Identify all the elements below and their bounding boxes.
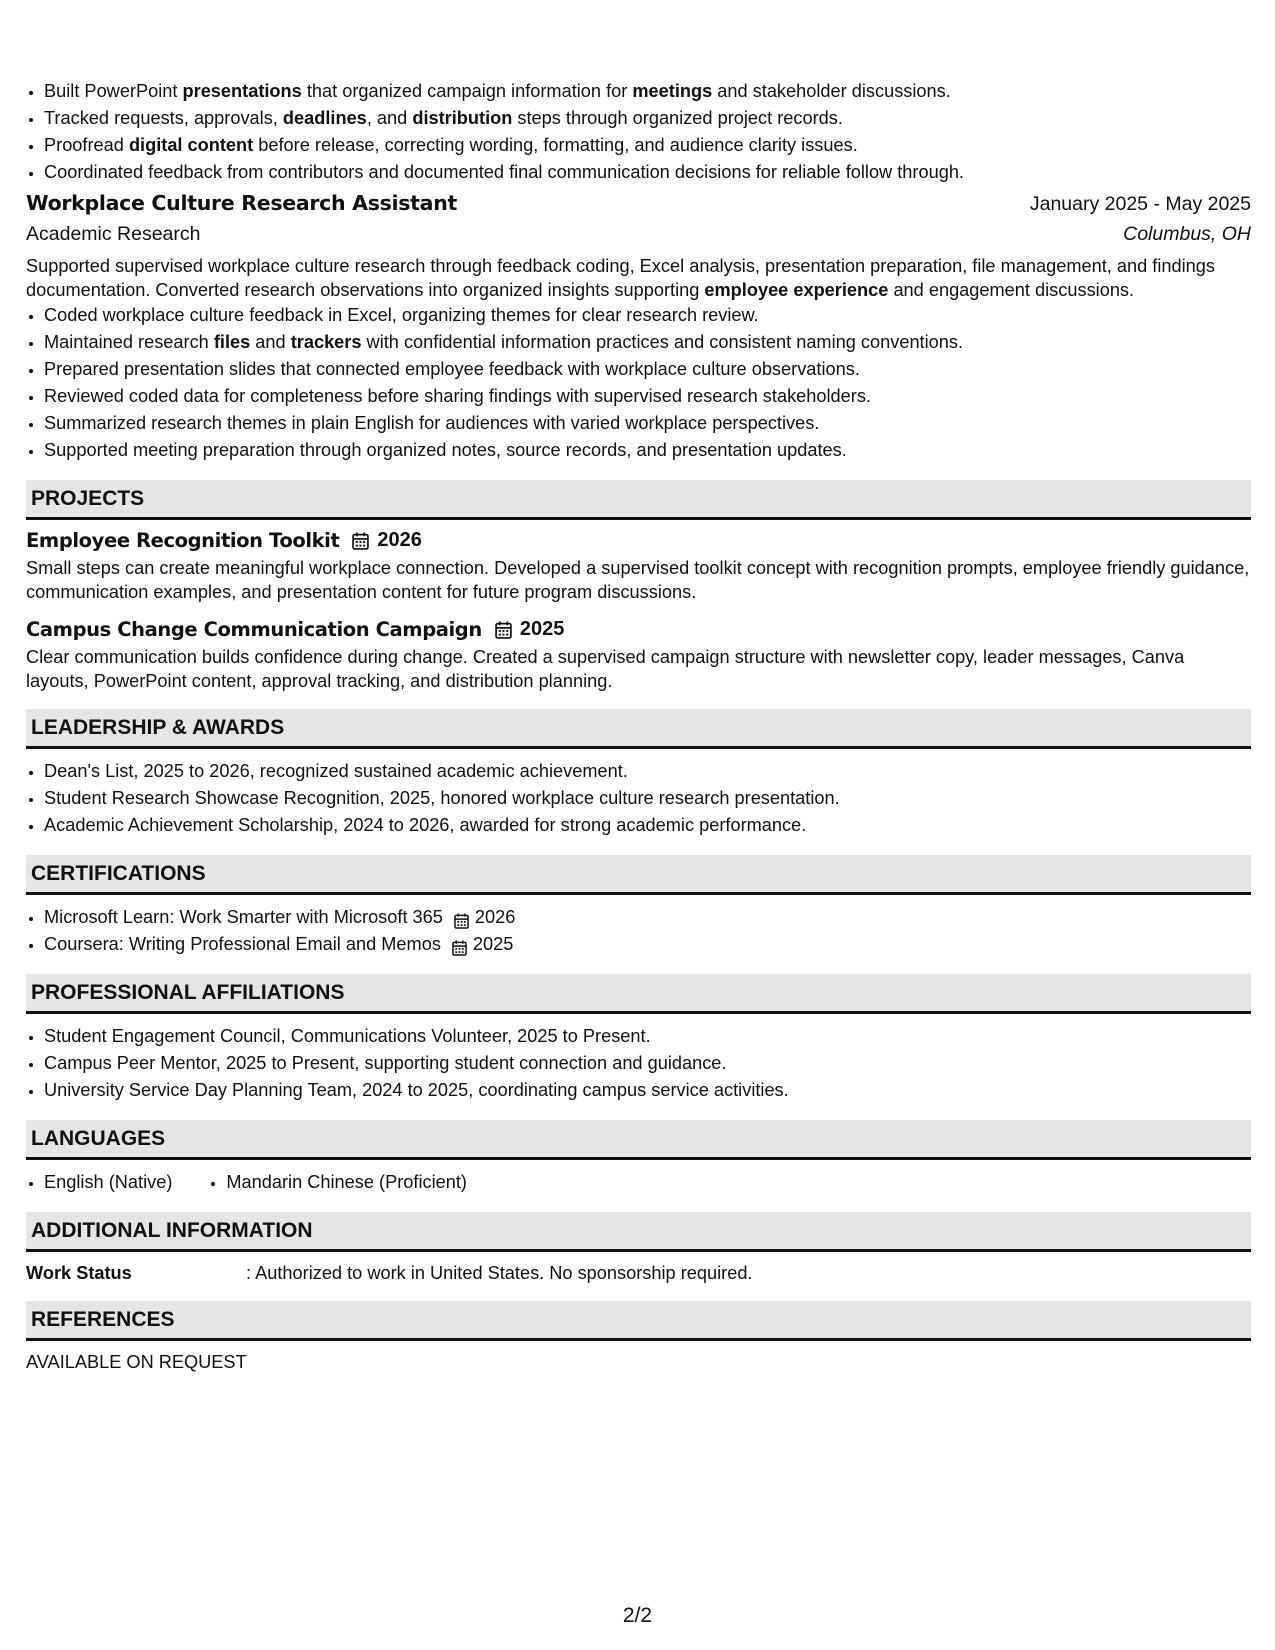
calendar-icon: [352, 532, 369, 550]
project-entry: [26, 618, 1251, 693]
bullet-item: • Coordinated feedback from contributors and documented final communication decisions for reliable follow through.: [44, 159, 1251, 186]
bullet-item: • Summarized research themes in plain English for audiences with varied workplace perspectives.: [44, 410, 1251, 437]
references-text: AVAILABLE ON REQUEST: [26, 1352, 247, 1372]
project-year: 2026: [377, 529, 422, 551]
list-item: • Dean's List, 2025 to 2026, recognized sustained academic achievement.: [44, 758, 1251, 785]
bullet-item: • Tracked requests, approvals, deadlines, and distribution steps through organized project records.: [44, 105, 1251, 132]
list-item: [44, 904, 1251, 931]
job-summary: Supported supervised workplace culture research through feedback coding, Excel analysis, presentation preparation, file management, and findings documentation. Converted research observations into organized insights supporting employee experience and engagement discussions.: [26, 256, 1215, 300]
section-heading-affiliations: PROFESSIONAL AFFILIATIONS: [26, 974, 1251, 1014]
bullet-item: • Maintained research files and trackers with confidential information practices and consistent naming conventions.: [44, 329, 1251, 356]
calendar-icon: [454, 910, 469, 926]
certification-name: Microsoft Learn: Work Smarter with Microsoft 365: [44, 907, 443, 927]
language-item: • English (Native): [44, 1169, 172, 1196]
list-item: • Student Engagement Council, Communications Volunteer, 2025 to Present.: [44, 1023, 1251, 1050]
bullet-item: • Prepared presentation slides that connected employee feedback with workplace culture observations.: [44, 356, 1251, 383]
bullet-item: • Proofread digital content before release, correcting wording, formatting, and audience clarity issues.: [44, 132, 1251, 159]
project-description: Clear communication builds confidence during change. Created a supervised campaign structure with newsletter copy, leader messages, Canva layouts, PowerPoint content, approval tracking, and distribution planning.: [26, 647, 1185, 691]
list-item: • Campus Peer Mentor, 2025 to Present, supporting student connection and guidance.: [44, 1050, 1251, 1077]
project-entry: [26, 529, 1251, 604]
languages-list: [26, 1169, 1251, 1196]
job-location: Columbus, OH: [1123, 223, 1251, 245]
work-status-row: [26, 1261, 1251, 1285]
project-description: Small steps can create meaningful workplace connection. Developed a supervised toolkit concept with recognition prompts, employee friendly guidance, communication examples, and presentation content for future program discussions.: [26, 558, 1250, 602]
experience-bullets-continued: [26, 78, 1251, 186]
list-item: • University Service Day Planning Team, 2024 to 2025, coordinating campus service activities.: [44, 1077, 1251, 1104]
calendar-icon: [495, 621, 512, 639]
section-heading-projects: PROJECTS: [26, 480, 1251, 520]
job-title: Workplace Culture Research Assistant: [26, 191, 457, 215]
certification-name: Coursera: Writing Professional Email and Memos: [44, 934, 441, 954]
certification-year: 2025: [472, 934, 514, 954]
section-heading-additional: ADDITIONAL INFORMATION: [26, 1212, 1251, 1252]
project-year: 2025: [519, 618, 565, 640]
section-heading-languages: LANGUAGES: [26, 1120, 1251, 1160]
certification-year: 2026: [474, 907, 516, 927]
affiliations-list: [26, 1023, 1251, 1104]
project-title: Campus Change Communication Campaign: [26, 618, 482, 641]
list-item: • Academic Achievement Scholarship, 2024 to 2026, awarded for strong academic performance.: [44, 812, 1251, 839]
page-number: 2/2: [622, 1604, 653, 1627]
bullet-item: • Built PowerPoint presentations that organized campaign information for meetings and stakeholder discussions.: [44, 78, 1251, 105]
job-date: January 2025 - May 2025: [1029, 193, 1251, 215]
job-entry: [26, 191, 1251, 464]
bullet-item: • Reviewed coded data for completeness before sharing findings with supervised research stakeholders.: [44, 383, 1251, 410]
certifications-list: [26, 904, 1251, 958]
job-organization: Academic Research: [26, 223, 201, 245]
section-heading-references: REFERENCES: [26, 1301, 1251, 1341]
leadership-list: [26, 758, 1251, 839]
language-item: • Mandarin Chinese (Proficient): [226, 1169, 467, 1196]
calendar-icon: [452, 937, 467, 953]
job-bullets: [26, 302, 1251, 464]
bullet-item: • Supported meeting preparation through organized notes, source records, and presentation updates.: [44, 437, 1251, 464]
resume-page-2: [26, 78, 1251, 1374]
list-item: [44, 931, 1251, 958]
project-title: Employee Recognition Toolkit: [26, 529, 340, 552]
work-status-value: : Authorized to work in United States. No sponsorship required.: [246, 1263, 753, 1283]
list-item: • Student Research Showcase Recognition, 2025, honored workplace culture research presentation.: [44, 785, 1251, 812]
bullet-item: • Coded workplace culture feedback in Excel, organizing themes for clear research review.: [44, 302, 1251, 329]
section-heading-leadership: LEADERSHIP & AWARDS: [26, 709, 1251, 749]
work-status-label: Work Status: [26, 1263, 132, 1283]
section-heading-certifications: CERTIFICATIONS: [26, 855, 1251, 895]
